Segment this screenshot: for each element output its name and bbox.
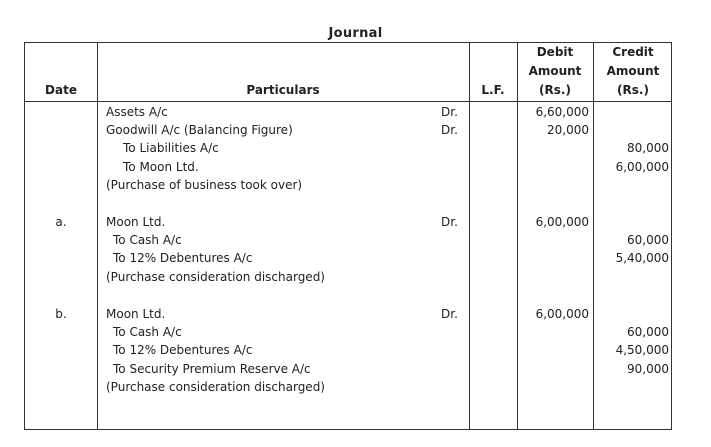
credit-amount: 60,000 [627,233,669,248]
credit-amount: 80,000 [627,141,669,156]
dr-marker: Dr. [441,105,458,119]
entry-date: a. [55,215,67,229]
credit-amount: 6,00,000 [615,159,669,174]
header-debit [517,43,593,100]
dr-marker: Dr. [441,307,458,321]
debit-amount: 6,60,000 [535,105,589,119]
particulars-line: To Moon Ltd. [123,159,199,174]
credit-amount: 5,40,000 [615,251,669,266]
header-divider [25,101,671,102]
particulars-line: Moon Ltd. [106,307,166,321]
dr-marker: Dr. [441,215,458,229]
credit-amount: 90,000 [627,361,669,376]
credit-amount: 4,50,000 [615,343,669,358]
header-lf: L.F. [481,83,505,97]
particulars-line: To Cash A/c [113,325,182,340]
header-credit-line: Amount [606,64,660,78]
entry-date: b. [55,307,67,321]
header-credit [593,43,673,100]
particulars-line: Moon Ltd. [106,215,166,229]
particulars-line: Goodwill A/c (Balancing Figure) [106,123,293,138]
header-debit-line: Debit [536,45,574,59]
header-credit-line: Credit [612,45,654,59]
header-particulars: Particulars [246,83,320,97]
debit-amount: 20,000 [547,123,589,138]
journal-title: Journal [328,26,383,41]
dr-marker: Dr. [441,123,458,138]
particulars-line: To 12% Debentures A/c [113,251,253,266]
particulars-line: To Cash A/c [113,233,182,248]
particulars-line: (Purchase consideration discharged) [106,269,325,284]
header-credit-line: (Rs.) [617,83,649,97]
credit-amount: 60,000 [627,325,669,340]
header-debit-line: Amount [528,64,582,78]
particulars-line: (Purchase of business took over) [106,177,303,192]
header-debit-line: (Rs.) [539,83,571,97]
header-date: Date [45,83,77,97]
particulars-line: Assets A/c [106,105,168,119]
debit-amount: 6,00,000 [535,307,589,321]
journal-table [24,42,672,430]
debit-amount: 6,00,000 [535,215,589,229]
particulars-line: To 12% Debentures A/c [113,343,253,358]
particulars-line: To Liabilities A/c [123,141,219,156]
particulars-line: To Security Premium Reserve A/c [113,361,311,376]
particulars-line: (Purchase consideration discharged) [106,379,325,394]
